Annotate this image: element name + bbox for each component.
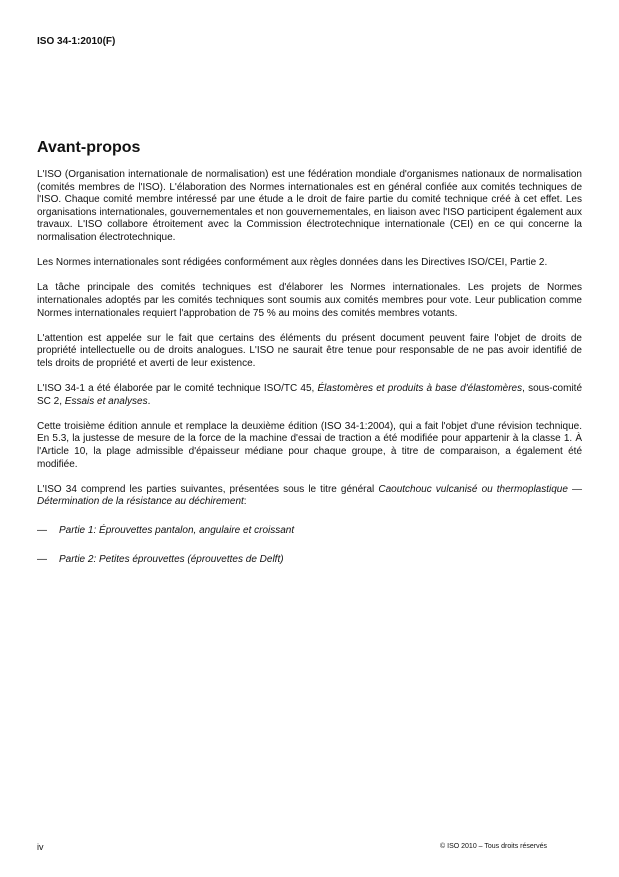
text: . (147, 395, 151, 407)
paragraph (37, 383, 582, 408)
paragraph: L'ISO (Organisation internationale de normalisation) est une fédération mondiale d'organismes nationaux de normalisation (comités membres de l'ISO). L'élaboration des Normes internationales est en général confiée aux comités techniques de l'ISO. Chaque comité membre intéressé par une étude a le droit de faire partie du comité technique créé à cet effet. Les organisations internationales, gouvernementales et non gouvernementales, en liaison avec l'ISO participent également aux travaux. L'ISO collabore étroitement avec la Commission électrotechnique internationale (CEI) en ce qui concerne la normalisation électrotechnique. (37, 169, 582, 243)
paragraph: La tâche principale des comités techniques est d'élaborer les Normes internationales. Les projets de Normes internationales adoptés par les comités techniques sont soumis aux comités membres pour vote. Leur publication comme Normes internationales requiert l'approbation de 75 % au moins des comités membres votants. (37, 282, 582, 319)
foreword-body (37, 169, 582, 582)
copyright-notice: © ISO 2010 – Tous droits réservés (440, 843, 547, 850)
page-number: iv (37, 842, 44, 852)
paragraph (37, 484, 582, 509)
paragraph: Cette troisième édition annule et remplace la deuxième édition (ISO 34-1:2004), qui a fait l'objet d'une révision technique. En 5.3, la justesse de mesure de la force de la machine d'essai de traction a été modifiée pour appartenir à la classe 1. À l'Article 10, la plage admissible d'épaisseur médiane pour chaque groupe, à titre de comparaison, a également été modifiée. (37, 420, 582, 470)
paragraph: Les Normes internationales sont rédigées conformément aux règles données dans les Directives ISO/CEI, Partie 2. (37, 257, 548, 269)
list-item (37, 525, 582, 538)
list-item (37, 554, 582, 567)
document-header: ISO 34-1:2010(F) (37, 36, 116, 47)
text: L'ISO 34-1 a été élaborée par le comité technique ISO/TC 45, (37, 383, 318, 395)
list-item-text: Partie 1: Éprouvettes pantalon, angulaire et croissant (59, 525, 295, 537)
text: , sous-comité SC 2, (37, 383, 582, 407)
text: : (243, 496, 247, 508)
dash-bullet: — (37, 553, 47, 565)
dash-bullet: — (37, 525, 47, 537)
paragraph: L'attention est appelée sur le fait que certains des éléments du présent document peuvent faire l'objet de droits de propriété intellectuelle ou de droits analogues. L'ISO ne saurait être tenue pour responsable de ne pas avoir identifié de tels droits de propriété et averti de leur existence. (37, 332, 582, 369)
list-item-text: Partie 2: Petites éprouvettes (éprouvettes de Delft) (59, 553, 284, 565)
text: L'ISO 34 comprend les parties suivantes, présentées sous le titre général (37, 483, 379, 495)
section-title: Avant-propos (37, 139, 141, 156)
subcommittee-title: Essais et analyses (64, 395, 148, 407)
general-title: Caoutchouc vulcanisé ou thermoplastique — Détermination de la résistance au déchirement (37, 483, 582, 508)
committee-title: Élastomères et produits à base d'élastomères (317, 383, 523, 395)
